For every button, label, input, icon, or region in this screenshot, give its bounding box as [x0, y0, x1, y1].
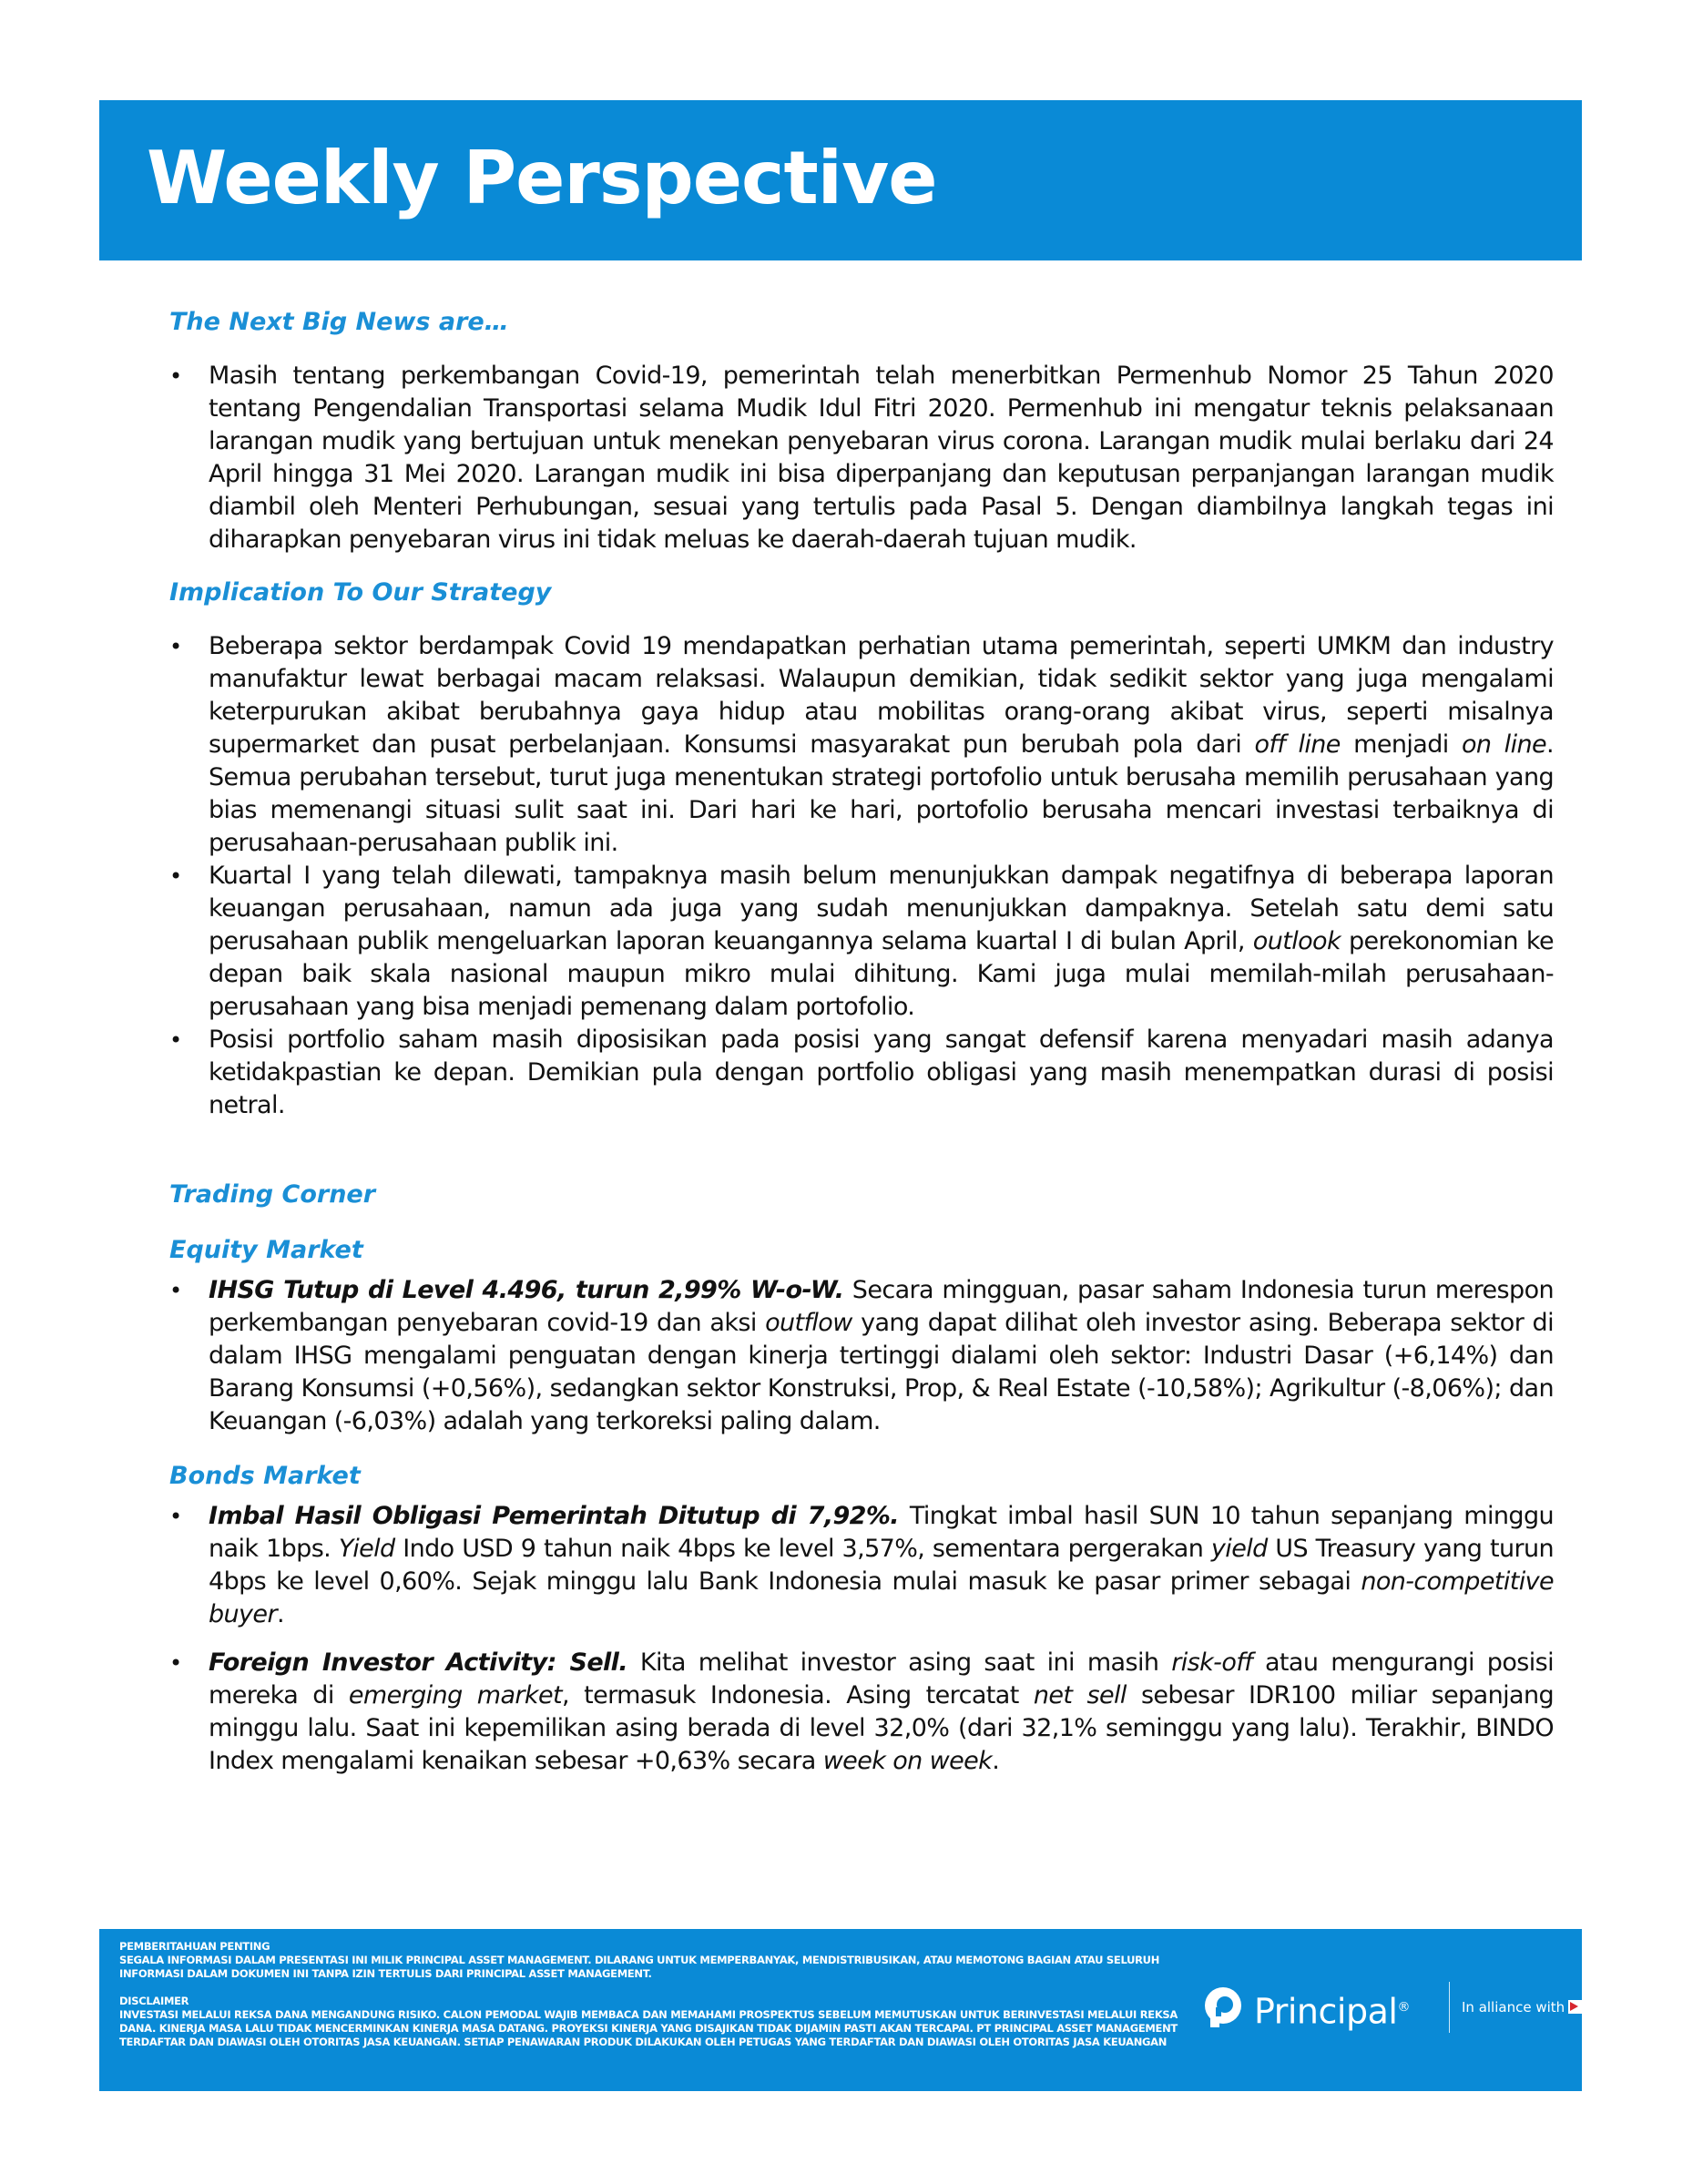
footer-disclaimer — [119, 1940, 1194, 2049]
list-item: • Posisi portfolio saham masih diposisikan pada posisi yang sangat defensif karena menyadari masih adanya ketidakpastian ke depan. Demikian pula dengan portfolio obligasi yang masih menempatkan durasi di posisi netral. — [169, 1024, 1554, 1122]
list-item: • Imbal Hasil Obligasi Pemerintah Ditutup di 7,92%. Tingkat imbal hasil SUN 10 tahun sepanjang minggu naik 1bps. Yield Indo USD 9 tahun naik 4bps ke level 3,57%, sementara pergerakan yield US Treasury yang turun 4bps ke level 0,60%. Sejak minggu lalu Bank Indonesia mulai masuk ke pasar primer sebagai non-competitive buyer. — [169, 1500, 1554, 1631]
cimb-logo-icon — [1568, 2000, 1583, 2014]
alliance-label: In alliance with CIMB — [1462, 1999, 1626, 2016]
heading-bonds-market: Bonds Market — [169, 1462, 361, 1490]
list-item: • Masih tentang perkembangan Covid-19, pemerintah telah menerbitkan Permenhub Nomor 25 Tahun 2020 tentang Pengendalian Transportasi selama Mudik Idul Fitri 2020. Permenhub ini mengatur teknis pelaksanaan larangan mudik yang bertujuan untuk menekan penyebaran virus corona. Larangan mudik mulai berlaku dari 24 April hingga 31 Mei 2020. Larangan mudik ini bisa diperpanjang dan keputusan perpanjangan larangan mudik diambil oleh Menteri Perhubungan, sesuai yang tertulis pada Pasal 5. Dengan diambilnya langkah tegas ini diharapkan penyebaran virus ini tidak meluas ke daerah-daerah tujuan mudik. — [169, 360, 1554, 556]
notice-text: SEGALA INFORMASI DALAM PRESENTASI INI MILIK PRINCIPAL ASSET MANAGEMENT. DILARANG UNTUK MEMPERBANYAK, MENDISTRIBUSIKAN, ATAU MEMOTONG BAGIAN ATAU SELURUH INFORMASI DALAM DOKUMEN INI TANPA IZIN TERTULIS DARI PRINCIPAL ASSET MANAGEMENT. — [119, 1954, 1160, 1980]
footer-banner — [99, 1929, 1626, 2091]
disclaimer-text: INVESTASI MELALUI REKSA DANA MENGANDUNG RISIKO. CALON PEMODAL WAJIB MEMBACA DAN MEMAHAMI PROSPEKTUS SEBELUM MEMUTUSKAN UNTUK BERINVESTASI MELALUI REKSA DANA. KINERJA MASA LALU TIDAK MENCERMINKAN KINERJA MASA DATANG. PROYEKSI KINERJA YANG DISAJIKAN TIDAK DIJAMIN PASTI AKAN TERCAPAI. PT PRINCIPAL ASSET MANAGEMENT TERDAFTAR DAN DIAWASI OLEH OTORITAS JASA KEUANGAN. SETIAP PENAWARAN PRODUK DILAKUKAN OLEH PETUGAS YANG TERDAFTAR DAN DIAWASI OLEH OTORITAS JASA KEUANGAN — [119, 2008, 1178, 2048]
list-item: • IHSG Tutup di Level 4.496, turun 2,99% W-o-W. Secara mingguan, pasar saham Indonesia turun merespon perkembangan penyebaran covid-19 dan aksi outflow yang dapat dilihat oleh investor asing. Beberapa sektor di dalam IHSG mengalami penguatan dengan kinerja tertinggi dialami oleh sektor: Industri Dasar (+6,14%) dan Barang Konsumsi (+0,56%), sedangkan sektor Konstruksi, Prop, & Real Estate (-10,58%); Agrikultur (-8,06%); dan Keuangan (-6,03%) adalah yang terkoreksi paling dalam. — [169, 1274, 1554, 1438]
principal-logo-icon — [1201, 1985, 1245, 2029]
logo-divider — [1449, 1982, 1450, 2033]
next-big-news-list — [169, 360, 1554, 556]
bonds-list — [169, 1500, 1554, 1778]
heading-equity-market: Equity Market — [169, 1236, 363, 1264]
implication-list — [169, 630, 1554, 1122]
equity-list — [169, 1274, 1554, 1438]
list-item: • Kuartal I yang telah dilewati, tampaknya masih belum menunjukkan dampak negatifnya di beberapa laporan keuangan perusahaan, namun ada juga yang sudah menunjukkan dampaknya. Setelah satu demi satu perusahaan publik mengeluarkan laporan keuangannya selama kuartal I di bulan April, outlook perekonomian ke depan baik skala nasional maupun mikro mulai dihitung. Kami juga mulai memilah-milah perusahaan-perusahaan yang bisa menjadi pemenang dalam portofolio. — [169, 860, 1554, 1024]
principal-wordmark: Principal® — [1254, 1991, 1410, 2032]
main-content — [169, 306, 1554, 1778]
disclaimer-heading: DISCLAIMER — [119, 1995, 189, 2007]
heading-trading-corner: Trading Corner — [169, 1180, 376, 1209]
page-title: Weekly Perspective — [147, 136, 937, 220]
heading-implication: Implication To Our Strategy — [169, 578, 552, 607]
list-item: • Foreign Investor Activity: Sell. Kita melihat investor asing saat ini masih risk-off atau mengurangi posisi mereka di emerging market, termasuk Indonesia. Asing tercatat net sell sebesar IDR100 miliar sepanjang minggu lalu. Saat ini kepemilikan asing berada di level 32,0% (dari 32,1% seminggu yang lalu). Terakhir, BINDO Index mengalami kenaikan sebesar +0,63% secara week on week. — [169, 1647, 1554, 1778]
heading-next-big-news: The Next Big News are… — [169, 308, 509, 336]
notice-heading: PEMBERITAHUAN PENTING — [119, 1940, 270, 1953]
list-item: • Beberapa sektor berdampak Covid 19 mendapatkan perhatian utama pemerintah, seperti UMKM dan industry manufaktur lewat berbagai macam relaksasi. Walaupun demikian, tidak sedikit sektor yang juga mengalami keterpurukan akibat berubahnya gaya hidup atau mobilitas orang-orang akibat virus, seperti misalnya supermarket dan pusat perbelanjaan. Konsumsi masyarakat pun berubah pola dari off line menjadi on line. Semua perubahan tersebut, turut juga menentukan strategi portofolio untuk berusaha memilih perusahaan yang bias memenangi situasi sulit saat ini. Dari hari ke hari, portofolio berusaha mencari investasi terbaiknya di perusahaan-perusahaan publik ini. — [169, 630, 1554, 860]
header-banner — [99, 100, 1582, 260]
